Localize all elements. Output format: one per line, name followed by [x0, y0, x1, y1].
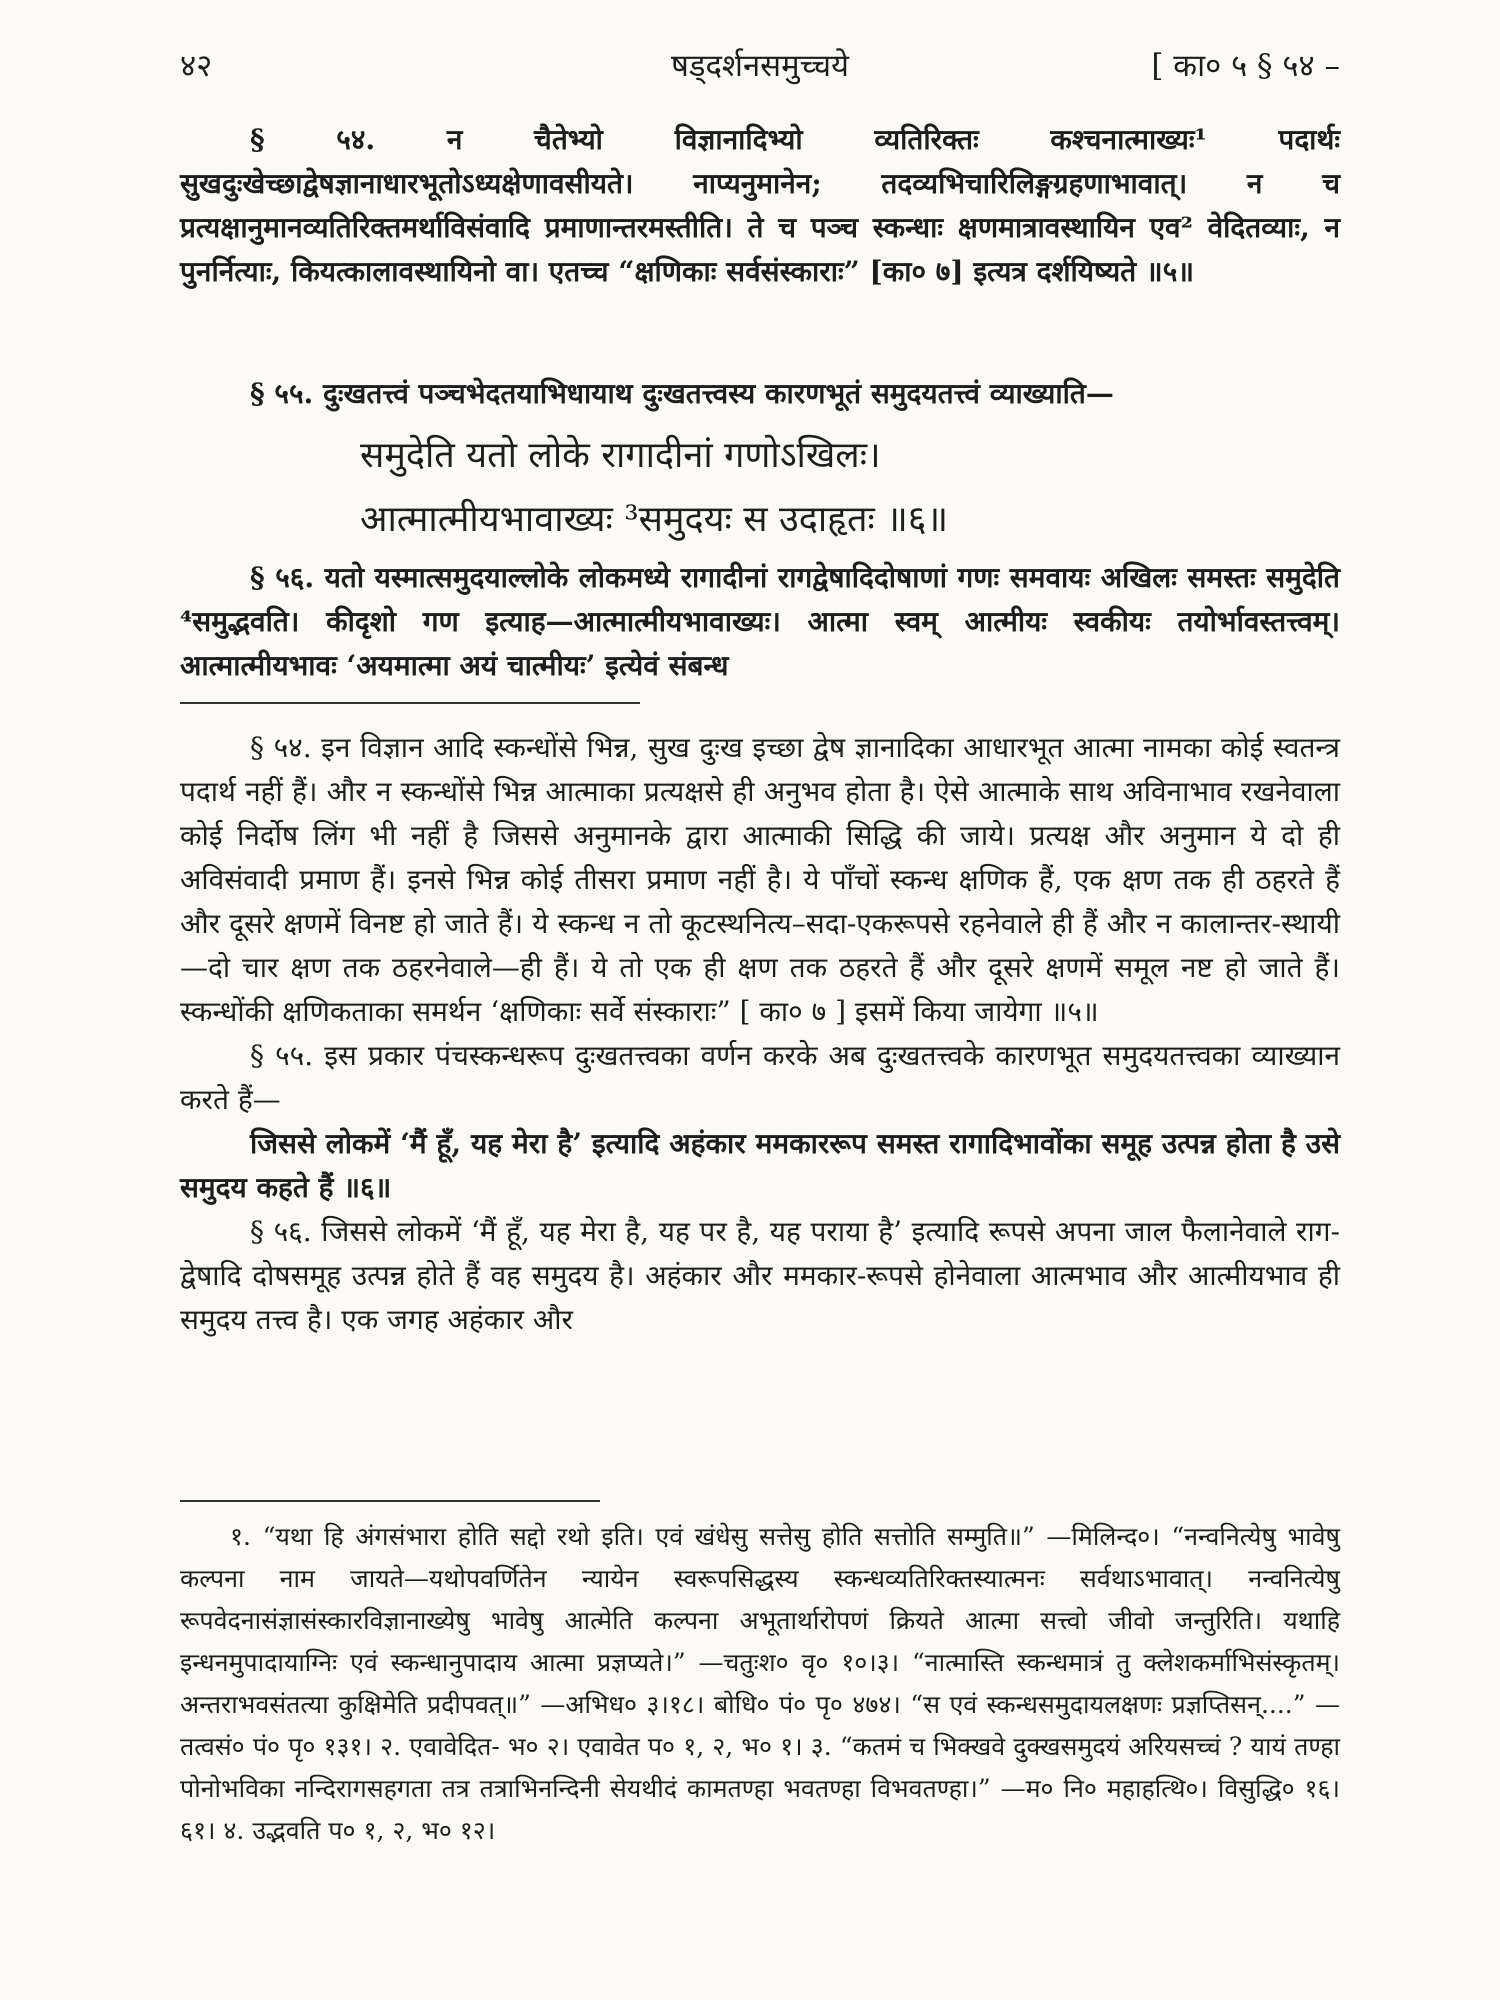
karika-verse: [180, 424, 1500, 552]
separator-rule: [180, 702, 640, 704]
sanskrit-commentary-54: [180, 118, 1340, 294]
section-reference: [ का० ५ § ५४ –: [1151, 48, 1340, 84]
sanskrit-paragraph-54: § ५४. न चैतेभ्यो विज्ञानादिभ्यो व्यतिरिक्तः कश्चनात्माख्यः¹ पदार्थः सुखदुःखेच्छाद्वेषज्ञानाधारभूतोऽध्यक्षेणावसीयते। नाप्यनुमानेन; तदव्यभिचारिलिङ्गग्रहणाभावात्। न च प्रत्यक्षानुमानव्यतिरिक्तमर्थाविसंवादि प्रमाणान्तरमस्तीति। ते च पञ्च स्कन्धाः क्षणमात्रावस्थायिन एव² वेदितव्याः, न पुनर्नित्याः, कियत्कालावस्थायिनो वा। एतच्च “क्षणिकाः सर्वसंस्काराः” [का० ७] इत्यत्र दर्शयिष्यते ॥५॥: [180, 123, 1340, 288]
hindi-paragraph-55: § ५५. इस प्रकार पंचस्कन्धरूप दुःखतत्त्वका वर्णन करके अब दुःखतत्त्वके कारणभूत समुदयतत्त्वका व्याख्यान करते हैं—: [180, 1039, 1340, 1116]
running-title: षड्दर्शनसमुच्चये: [670, 48, 850, 84]
sanskrit-paragraph-55: § ५५. दुःखतत्त्वं पञ्चभेदतयाभिधायाथ दुःखतत्त्वस्य कारणभूतं समुदयतत्त्वं व्याख्याति—: [250, 377, 1114, 410]
sanskrit-paragraph-56: § ५६. यतो यस्मात्समुदयाल्लोके लोकमध्ये रागादीनां रागद्वेषादिदोषाणां गणः समवायः अखिलः समस्तः समुदेति ⁴समुद्भवति। कीदृशो गण इत्याह—आत्मात्मीयभावाख्यः। आत्मा स्वम् आत्मीयः स्वकीयः तयोर्भावस्तत्त्वम्। आत्मात्मीयभावः ‘अयमात्मा अयं चात्मीयः’ इत्येवं संबन्ध: [180, 561, 1340, 682]
footnote-rule: [180, 1500, 600, 1502]
hindi-paragraph-54: § ५४. इन विज्ञान आदि स्कन्धोंसे भिन्न, सुख दुःख इच्छा द्वेष ज्ञानादिका आधारभूत आत्मा नामका कोई स्वतन्त्र पदार्थ नहीं हैं। और न स्कन्धोंसे भिन्न आत्माका प्रत्यक्षसे ही अनुभव होता है। ऐसे आत्माके साथ अविनाभाव रखनेवाला कोई निर्दोष लिंग भी नहीं है जिससे अनुमानके द्वारा आत्माकी सिद्धि की जाये। प्रत्यक्ष और अनुमान ये दो ही अविसंवादी प्रमाण हैं। इनसे भिन्न कोई तीसरा प्रमाण नहीं है। ये पाँचों स्कन्ध क्षणिक हैं, एक क्षण तक ही ठहरते हैं और दूसरे क्षणमें विनष्ट हो जाते हैं। ये स्कन्ध न तो कूटस्थनित्य–सदा-एकरूपसे रहनेवाले ही हैं और न कालान्तर-स्थायी—दो चार क्षण तक ठहरनेवाले—ही हैं। ये तो एक ही क्षण तक ठहरते हैं और दूसरे क्षणमें समूल नष्ट हो जाते हैं। स्कन्धोंकी क्षणिकताका समर्थन ‘क्षणिकाः सर्वे संस्काराः” [ का० ७ ] इसमें किया जायेगा ॥५॥: [180, 731, 1340, 1028]
sanskrit-commentary-56: [180, 556, 1340, 688]
verse-line-2: आत्मात्मीयभावाख्यः ³समुदयः स उदाहृतः ॥६॥: [360, 499, 949, 540]
sanskrit-commentary-55: [180, 372, 1340, 416]
verse-line-1: समुदेति यतो लोके रागादीनां गणोऽखिलः।: [360, 435, 881, 476]
hindi-paragraph-56: § ५६. जिससे लोकमें ‘मैं हूँ, यह मेरा है, यह पर है, यह पराया है’ इत्यादि रूपसे अपना जाल फैलानेवाले राग-द्वेषादि दोषसमूह उत्पन्न होते हैं वह समुदय है। अहंकार और ममकार-रूपसे होनेवाला आत्मभाव और आत्मीयभाव ही समुदय तत्त्व है। एक जगह अहंकार और: [180, 1215, 1340, 1336]
footnote-text: १. “यथा हि अंगसंभारा होति सद्दो रथो इति। एवं खंधेसु सत्तेसु होति सत्तोति सम्मुति॥” —मिलिन्द०। “नन्वनित्येषु भावेषु कल्पना नाम जायते—यथोपवर्णितेन न्यायेन स्वरूपसिद्धस्य स्कन्धव्यतिरिक्तस्यात्मनः सर्वथाऽभावात्। नन्वनित्येषु रूपवेदनासंज्ञासंस्कारविज्ञानाख्येषु भावेषु आत्मेति कल्पना अभूतार्थारोपणं क्रियते आत्मा सत्त्वो जीवो जन्तुरिति। यथाहि इन्धनमुपादायाग्निः एवं स्कन्धानुपादाय आत्मा प्रज्ञप्यते।” —चतुःश० वृ० १०।३। “नात्मास्ति स्कन्धमात्रं तु क्लेशकर्माभिसंस्कृतम्। अन्तराभवसंतत्या कुक्षिमेति प्रदीपवत्॥” —अभिध० ३।१८। बोधि० पं० पृ० ४७४। “स एवं स्कन्धसमुदायलक्षणः प्रज्ञप्तिसन्....” —तत्वसं० पं० पृ० १३१। २. एवावेदित- भ० २। एवावेत प० १, २, भ० १। ३. “कतमं च भिक्खवे दुक्खसमुदयं अरियसच्चं ? यायं तण्हा पोनोभविका नन्दिरागसहगता तत्र तत्राभिनन्दिनी सेयथीदं कामतण्हा भवतण्हा विभवतण्हा।” —म० नि० महाहत्थि०। विसुद्धि० १६।६१। ४. उद्भवति प० १, २, भ० १२।: [180, 1522, 1340, 1845]
hindi-karika-6: जिससे लोकमें ‘मैं हूँ, यह मेरा है’ इत्यादि अहंकार ममकाररूप समस्त रागादिभावोंका समूह उत्पन्न होता है उसे समुदय कहते हैं ॥६॥: [180, 1127, 1340, 1204]
page-number: ४२: [180, 48, 213, 84]
footnotes: [180, 1516, 1340, 1852]
hindi-translation: [180, 726, 1340, 1342]
page-header: [180, 44, 1340, 94]
